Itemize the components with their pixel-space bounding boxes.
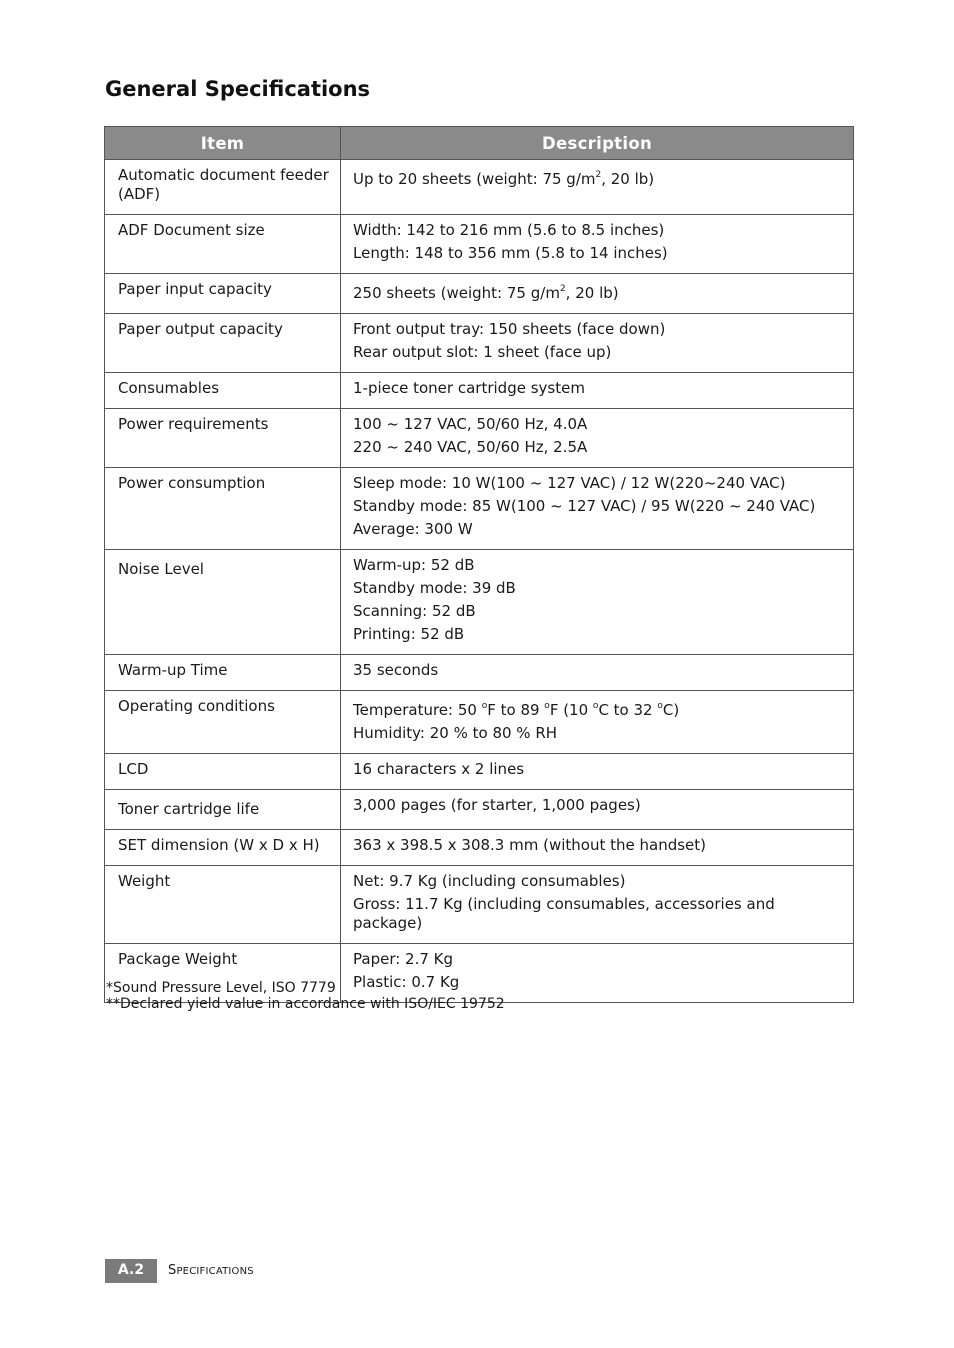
description-cell (341, 790, 854, 830)
table-row (105, 215, 854, 274)
item-label: Consumables (118, 379, 220, 397)
description-text: 16 characters x 2 lines (353, 760, 525, 778)
description-line (353, 343, 843, 362)
superscript: o (592, 701, 599, 711)
description-text: Standby mode: 85 W(100 ~ 127 VAC) / 95 W(220 ~ 240 VAC) (353, 497, 816, 515)
table-row (105, 691, 854, 754)
table-row (105, 160, 854, 215)
description-text: , 20 lb) (565, 284, 619, 302)
description-cell (341, 160, 854, 215)
description-text: Temperature: 50 (353, 701, 482, 719)
description-line (353, 950, 843, 969)
item-label: SET dimension (W x D x H) (118, 836, 320, 854)
description-cell (341, 830, 854, 866)
description-text: , 20 lb) (601, 170, 655, 188)
description-text: Sleep mode: 10 W(100 ~ 127 VAC) / 12 W(220~240 VAC) (353, 474, 786, 492)
description-cell (341, 754, 854, 790)
item-cell (105, 160, 341, 215)
item-cell (105, 866, 341, 944)
description-text: C to 32 (598, 701, 658, 719)
item-cell (105, 655, 341, 691)
description-cell (341, 373, 854, 409)
specifications-table (104, 126, 854, 1003)
item-label: Warm-up Time (118, 661, 228, 679)
description-text: 1-piece toner cartridge system (353, 379, 585, 397)
description-line (353, 895, 843, 933)
description-text: Humidity: 20 % to 80 % RH (353, 724, 558, 742)
page-number-badge: A.2 (105, 1259, 157, 1283)
description-text: Scanning: 52 dB (353, 602, 476, 620)
superscript: o (657, 701, 663, 711)
description-line (353, 284, 843, 303)
description-text: 220 ~ 240 VAC, 50/60 Hz, 2.5A (353, 438, 588, 456)
description-line (353, 415, 843, 434)
footnote-noise: *Sound Pressure Level, ISO 7779 (106, 980, 336, 996)
item-label: Automatic document feeder (118, 166, 329, 184)
superscript: o (481, 701, 488, 711)
item-cell (105, 550, 341, 655)
description-cell (341, 468, 854, 550)
description-line (353, 474, 843, 493)
description-line (353, 760, 843, 779)
description-text: Gross: 11.7 Kg (including consumables, accessories and package) (353, 895, 775, 932)
item-cell (105, 691, 341, 754)
table-row (105, 754, 854, 790)
item-cell (105, 314, 341, 373)
description-cell (341, 866, 854, 944)
item-label: Noise Level (118, 560, 204, 578)
description-line (353, 379, 843, 398)
description-text: 100 ~ 127 VAC, 50/60 Hz, 4.0A (353, 415, 588, 433)
page-title: General Specifications (105, 77, 371, 101)
table-row (105, 830, 854, 866)
description-cell (341, 550, 854, 655)
description-line (353, 872, 843, 891)
superscript: 2 (559, 284, 566, 294)
column-header-item: Item (105, 127, 341, 160)
item-label: Paper input capacity (118, 280, 272, 298)
description-text: Length: 148 to 356 mm (5.8 to 14 inches) (353, 244, 668, 262)
description-cell (341, 314, 854, 373)
description-text: Warm-up: 52 dB (353, 556, 475, 574)
description-text: Rear output slot: 1 sheet (face up) (353, 343, 612, 361)
description-cell (341, 691, 854, 754)
description-line (353, 438, 843, 457)
item-label: Toner cartridge life (118, 800, 260, 818)
description-line (353, 701, 843, 720)
description-text: Plastic: 0.7 Kg (353, 973, 460, 991)
description-line (353, 724, 843, 743)
item-cell (105, 790, 341, 830)
table-row (105, 866, 854, 944)
table-row (105, 550, 854, 655)
description-text: Average: 300 W (353, 520, 473, 538)
table-row (105, 373, 854, 409)
description-text: Up to 20 sheets (weight: 75 g/m (353, 170, 596, 188)
item-cell (105, 373, 341, 409)
description-text: Standby mode: 39 dB (353, 579, 516, 597)
description-line (353, 625, 843, 644)
table-body (105, 160, 854, 1003)
description-line (353, 661, 843, 680)
column-header-description: Description (341, 127, 854, 160)
description-line (353, 836, 843, 855)
description-text: F (10 (549, 701, 593, 719)
item-label: Package Weight (118, 950, 238, 968)
table-row (105, 314, 854, 373)
description-text: F to 89 (487, 701, 545, 719)
description-text: Printing: 52 dB (353, 625, 465, 643)
description-text: C) (662, 701, 680, 719)
item-label: ADF Document size (118, 221, 265, 239)
section-name-rest: PECIFICATIONS (176, 1266, 254, 1277)
item-label: Weight (118, 872, 171, 890)
item-cell (105, 468, 341, 550)
item-cell (105, 830, 341, 866)
description-line (353, 170, 843, 189)
item-label: (ADF) (118, 185, 161, 203)
table-row (105, 274, 854, 314)
table-row (105, 409, 854, 468)
description-text: 35 seconds (353, 661, 439, 679)
description-text: Front output tray: 150 sheets (face down) (353, 320, 666, 338)
item-label: LCD (118, 760, 149, 778)
item-cell (105, 274, 341, 314)
description-cell (341, 409, 854, 468)
item-cell (105, 754, 341, 790)
description-line (353, 320, 843, 339)
table-row (105, 790, 854, 830)
table-row (105, 468, 854, 550)
table-row (105, 655, 854, 691)
description-cell (341, 655, 854, 691)
table-header-row (105, 127, 854, 160)
section-name (168, 1263, 254, 1278)
description-line (353, 796, 843, 815)
superscript: o (544, 701, 550, 711)
description-text: Width: 142 to 216 mm (5.6 to 8.5 inches) (353, 221, 665, 239)
description-cell (341, 215, 854, 274)
description-cell (341, 274, 854, 314)
item-label: Power requirements (118, 415, 269, 433)
description-text: 363 x 398.5 x 308.3 mm (without the handset) (353, 836, 706, 854)
description-line (353, 579, 843, 598)
superscript: 2 (595, 170, 602, 180)
item-cell (105, 409, 341, 468)
description-line (353, 602, 843, 621)
description-line (353, 221, 843, 240)
item-cell (105, 215, 341, 274)
item-label: Paper output capacity (118, 320, 283, 338)
item-label: Operating conditions (118, 697, 275, 715)
description-line (353, 244, 843, 263)
item-label: Power consumption (118, 474, 266, 492)
description-text: 250 sheets (weight: 75 g/m (353, 284, 560, 302)
footnotes (106, 980, 505, 1012)
description-text: 3,000 pages (for starter, 1,000 pages) (353, 796, 641, 814)
description-text: Net: 9.7 Kg (including consumables) (353, 872, 626, 890)
description-text: Paper: 2.7 Kg (353, 950, 454, 968)
footnote-toner: **Declared yield value in accordance with ISO/IEC 19752 (106, 996, 505, 1012)
description-line (353, 520, 843, 539)
description-line (353, 556, 843, 575)
section-name-initial: S (168, 1263, 177, 1278)
description-line (353, 497, 843, 516)
